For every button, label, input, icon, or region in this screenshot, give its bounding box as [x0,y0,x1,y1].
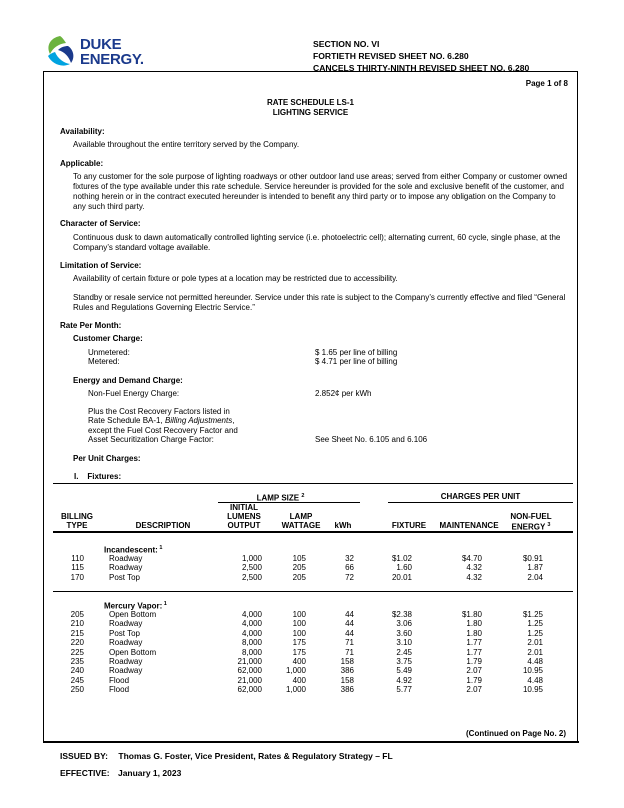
fixture-header: FIXTURE [391,521,427,530]
lamp-size-footnote: 2 [301,493,305,499]
cell-billing-type: 110 [71,554,84,563]
cell-description: Roadway [109,666,143,676]
cell-energy: 4.48 [527,675,543,685]
cell-lumens: 4,000 [241,619,262,629]
cell-billing-type: 225 [70,647,84,657]
cell-kwh: 44 [345,619,354,629]
page-frame-bottom-rule [43,741,579,743]
cell-description: Roadway [109,638,143,648]
cost-recovery-line-3: except the Fuel Cost Recovery Factor and [88,425,238,435]
cell-kwh: 72 [345,572,354,582]
nonfuel-label: Non-Fuel Energy Charge: [88,389,180,398]
page-number: Page 1 of 8 [525,79,568,88]
cell-kwh: 66 [345,563,354,573]
lamp-size-label: LAMP SIZE [256,493,300,503]
lamp-label: LAMP [289,512,313,521]
metered-label: Metered: [88,357,120,366]
cell-fixture: 20.01 [391,572,412,582]
cell-kwh: 32 [345,554,354,563]
unmetered-label: Unmetered: [88,348,130,357]
character-heading: Character of Service: [60,219,141,228]
cell-kwh: 71 [345,638,354,648]
cell-energy: $0.91 [522,554,543,563]
cell-description: Post Top [109,572,140,582]
cell-lumens: 21,000 [237,657,262,666]
cell-fixture: 3.06 [396,619,412,629]
cost-recovery-line-4: Asset Securitization Charge Factor: [88,434,214,444]
cell-fixture: 5.49 [396,666,412,676]
group-separator [53,591,573,592]
cell-description: Flood [109,675,130,685]
duke-energy-mark-icon [44,34,78,72]
cell-kwh: 386 [340,666,354,676]
energy-header [502,512,560,532]
duke-energy-logo [44,34,154,74]
cell-wattage: 205 [292,563,306,573]
lumens-header [218,503,270,530]
section-number: SECTION NO. VI [313,39,380,49]
cell-fixture: 3.10 [396,638,412,648]
billing-label: BILLING [61,512,93,521]
cell-kwh: 71 [345,647,354,657]
energy-footnote: 3 [547,522,551,528]
effective-date [60,768,181,778]
cell-maintenance: $4.70 [461,554,482,563]
kwh-header: kWh [334,521,352,530]
cell-wattage: 205 [292,572,306,582]
cell-description: Roadway [109,563,143,573]
non-fuel-label: NON-FUEL [510,512,552,521]
lumens-label: LUMENS [227,512,261,521]
availability-text: Available throughout the entire territory served by the Company. [73,140,300,149]
effective-value: January 1, 2023 [117,768,182,778]
cell-kwh: 44 [345,610,354,619]
logo-word-duke: DUKE [80,36,122,53]
cell-lumens: 21,000 [237,675,262,685]
cell-energy: 2.01 [527,638,543,648]
cell-billing-type: 205 [70,610,84,619]
cell-maintenance: 2.07 [466,666,482,676]
cell-wattage: 100 [292,628,306,638]
customer-charge-heading: Customer Charge: [73,334,143,343]
cell-wattage: 100 [292,610,306,619]
charges-per-unit-header: CHARGES PER UNIT [440,492,521,501]
cell-lumens: 8,000 [241,638,262,648]
cell-fixture: 3.75 [396,657,412,666]
logo-word-energy: ENERGY. [80,51,144,68]
applicable-heading: Applicable: [60,159,104,168]
unmetered-value: $ 1.65 per line of billing [315,348,398,357]
cell-description: Roadway [109,554,143,563]
cell-lumens: 62,000 [237,685,262,695]
issued-by-label: ISSUED BY: [60,751,109,761]
revised-sheet: FORTIETH REVISED SHEET NO. 6.280 [313,51,469,61]
title-line-2: LIGHTING SERVICE [272,108,349,117]
cell-wattage: 100 [292,619,306,629]
see-sheet-value: See Sheet No. 6.105 and 6.106 [315,435,428,444]
cell-fixture: 2.45 [396,647,412,657]
cancels-sheet: CANCELS THIRTY-NINTH REVISED SHEET NO. 6.280 [313,63,530,73]
limitation-text-2: Standby or resale service not permitted hereunder. Service under this rate is subject to the Company’s currently effective and filed “General Rules and Regulations Governing Electric Service.” [73,293,566,312]
rate-schedule-title [43,98,578,118]
table-top-rule [53,483,573,484]
cell-billing-type: 170 [70,572,84,582]
per-unit-charges-heading: Per Unit Charges: [73,454,141,463]
cell-maintenance: 1.77 [466,647,482,657]
cell-kwh: 158 [340,657,354,666]
cell-maintenance: 1.79 [466,675,482,685]
cell-energy: 10.95 [522,666,543,676]
billing-type-header [55,512,99,530]
cell-billing-type: 210 [70,619,84,629]
rate-per-month-heading: Rate Per Month: [60,321,122,330]
energy-demand-heading: Energy and Demand Charge: [73,376,183,385]
cell-maintenance: 4.32 [466,572,482,582]
limitation-text-1: Availability of certain fixture or pole types at a location may be restricted due to accessibility. [73,274,398,283]
cell-lumens: 1,000 [241,554,262,563]
cell-description: Flood [109,685,130,695]
cell-lumens: 2,500 [241,563,262,573]
cell-description: Roadway [109,619,143,629]
cost-recovery-line-2a: Rate Schedule BA-1, [88,416,165,426]
cell-lumens: 62,000 [237,666,262,676]
cell-maintenance: 1.80 [466,619,482,629]
cell-maintenance: 4.32 [466,563,482,573]
cell-fixture: $1.02 [391,554,412,563]
maintenance-header: MAINTENANCE [439,521,499,530]
description-header: DESCRIPTION [135,521,191,530]
cell-fixture: 5.77 [396,685,412,695]
table-header-rule [53,531,573,533]
charges-underline [388,502,573,503]
cost-recovery-line-1: Plus the Cost Recovery Factors listed in [88,407,230,416]
type-label: TYPE [66,521,88,530]
group-name: Mercury Vapor: [104,601,163,611]
cell-wattage: 175 [292,647,306,657]
cost-recovery-line-2c: , [232,416,235,426]
cell-energy: 2.01 [527,647,543,657]
cell-wattage: 400 [292,657,306,666]
group-name: Incandescent: [104,545,158,555]
cell-fixture: 1.60 [396,563,412,573]
billing-adjustments-italic: Billing Adjustments [164,416,233,426]
cell-energy: 1.25 [527,619,543,629]
cell-billing-type: 250 [70,685,84,695]
cell-lumens: 2,500 [241,572,262,582]
cell-fixture: $2.38 [391,610,412,619]
cell-energy: 1.87 [527,563,543,573]
cell-description: Roadway [109,657,143,666]
cell-billing-type: 235 [70,657,84,666]
cell-description: Open Bottom [109,610,157,619]
cell-energy: 4.48 [527,657,543,666]
cell-maintenance: 1.79 [466,657,482,666]
title-line-1: RATE SCHEDULE LS-1 [267,98,354,107]
cell-lumens: 4,000 [241,628,262,638]
issued-by-value: Thomas G. Foster, Vice President, Rates & Regulatory Strategy – FL [118,751,393,761]
cell-lumens: 4,000 [241,610,262,619]
effective-label: EFFECTIVE: [60,768,110,778]
group-footnote: 1 [157,545,163,551]
cell-maintenance: 1.77 [466,638,482,648]
cell-description: Post Top [109,628,140,638]
group-footnote: 1 [162,601,167,607]
cost-recovery-note [88,407,238,444]
cell-maintenance: 2.07 [466,685,482,695]
wattage-header [276,512,326,530]
cell-kwh: 386 [340,685,354,695]
issued-by [60,751,393,761]
cell-billing-type: 245 [70,675,84,685]
cell-energy: 2.04 [527,572,543,582]
availability-heading: Availability: [60,127,105,136]
cell-maintenance: 1.80 [466,628,482,638]
wattage-label: WATTAGE [281,521,321,530]
sheet-header [313,38,529,74]
cell-wattage: 400 [292,675,306,685]
fixtures-heading: I. Fixtures: [74,472,122,481]
continued-note: (Continued on Page No. 2) [466,729,566,738]
output-label: OUTPUT [227,521,261,530]
cell-kwh: 158 [340,675,354,685]
cell-wattage: 175 [292,638,306,648]
cell-lumens: 8,000 [241,647,262,657]
cell-energy: $1.25 [522,610,543,619]
cell-description: Open Bottom [109,647,157,657]
nonfuel-value: 2.852¢ per kWh [315,389,372,398]
cost-recovery-line-2 [88,416,238,425]
cell-wattage: 1,000 [285,685,306,695]
cell-fixture: 3.60 [396,628,412,638]
cell-energy: 10.95 [522,685,543,695]
metered-value: $ 4.71 per line of billing [315,357,398,366]
cell-maintenance: $1.80 [461,610,482,619]
cell-billing-type: 240 [70,666,84,676]
cell-fixture: 4.92 [396,675,412,685]
limitation-heading: Limitation of Service: [60,261,142,270]
cell-wattage: 105 [292,554,306,563]
cell-billing-type: 215 [70,628,84,638]
cell-kwh: 44 [345,628,354,638]
energy-label: ENERGY [511,522,546,532]
cell-billing-type: 115 [71,563,84,573]
applicable-text: To any customer for the sole purpose of lighting roadways or other outdoor land use areas; served from either Company or customer owned fixtures of the type available under this rate schedule. Service hereunder is provided for the sole and exclusive benefit of the customer, and nothing herein or in the contract executed hereunder is intended to benefit any third party or to impose any obligation on the Company to any such third party. [73,172,568,211]
cell-wattage: 1,000 [285,666,306,676]
cell-energy: 1.25 [527,628,543,638]
character-text: Continuous dusk to dawn automatically controlled lighting service (i.e. photoelectric cell); alternating current, 60 cycle, single phase, at the Company’s standard voltage available. [73,233,561,252]
initial-label: INITIAL [230,503,258,512]
cell-billing-type: 220 [70,638,84,648]
